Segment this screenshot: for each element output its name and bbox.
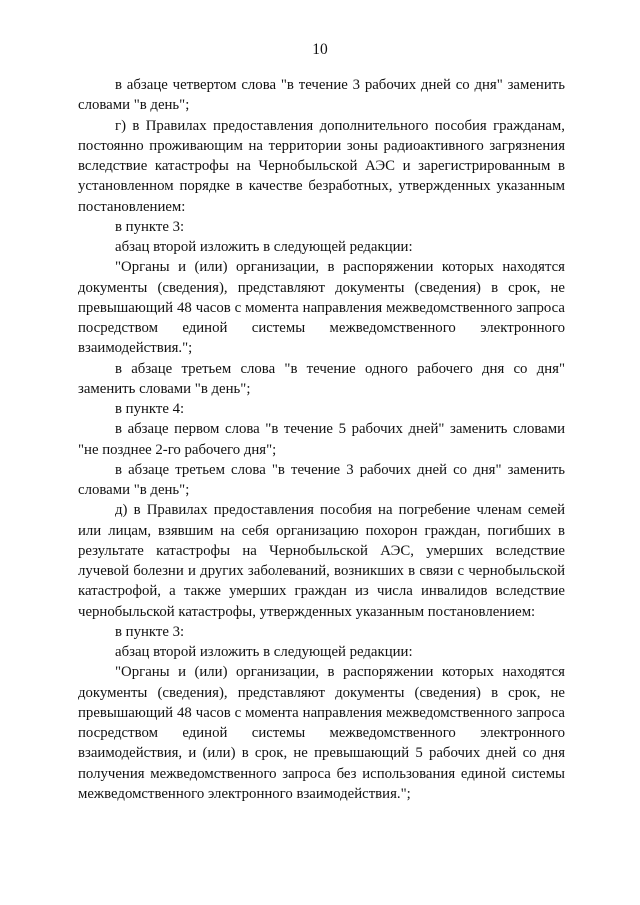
paragraph: в пункте 3:: [115, 623, 185, 640]
paragraph: д) в Правилах предоставления пособия на погребение членам семей или лицам, взявшим на себя организацию похорон граждан, погибших в результате катастрофы на Чернобыльской АЭС, умерших вследствие лучевой болезни и других заболеваний, возникших в связи с чернобыльской катастрофой, а также умерших граждан из числа инвалидов вследствие чернобыльской катастрофы, утвержденных указанным постановлением:: [78, 502, 565, 620]
paragraph: в абзаце первом слова "в течение 5 рабочих дней" заменить словами "не позднее 2-го рабочего дня";: [78, 421, 565, 458]
paragraph: в пункте 3:: [115, 218, 185, 235]
paragraph: абзац второй изложить в следующей редакции:: [115, 644, 413, 660]
paragraph: в пункте 4:: [115, 401, 185, 417]
paragraph: абзац второй изложить в следующей редакции:: [115, 239, 413, 255]
paragraph: г) в Правилах предоставления дополнительного пособия гражданам, постоянно проживающим на территории зоны радиоактивного загрязнения вследствие катастрофы на Чернобыльской АЭС и зарегистрированным в установленном порядке в качестве безработных, утвержденных указанным постановлением:: [78, 117, 565, 215]
paragraph: в абзаце третьем слова "в течение одного рабочего дня со дня" заменить словами "в день";: [78, 360, 565, 397]
paragraph: в абзаце четвертом слова "в течение 3 рабочих дней со дня" заменить словами "в день";: [78, 77, 565, 114]
paragraph: "Органы и (или) организации, в распоряжении которых находятся документы (сведения), представляют документы (сведения) в срок, не превышающий 48 часов с момента направления межведомственного запроса посредством единой системы межведомственного электронного взаимодействия.";: [78, 259, 565, 357]
paragraph: в абзаце третьем слова "в течение 3 рабочих дней со дня" заменить словами "в день";: [78, 461, 565, 498]
paragraph: "Органы и (или) организации, в распоряжении которых находятся документы (сведения), представляют документы (сведения) в срок, не превышающий 48 часов с момента направления межведомственного запроса посредством единой системы межведомственного электронного взаимодействия, и (или) в срок, не превышающий 5 рабочих дней со дня получения межведомственного запроса без использования единой системы межведомственного электронного взаимодействия.";: [78, 664, 565, 802]
document-body: [78, 75, 565, 804]
page-number: 10: [312, 41, 328, 58]
